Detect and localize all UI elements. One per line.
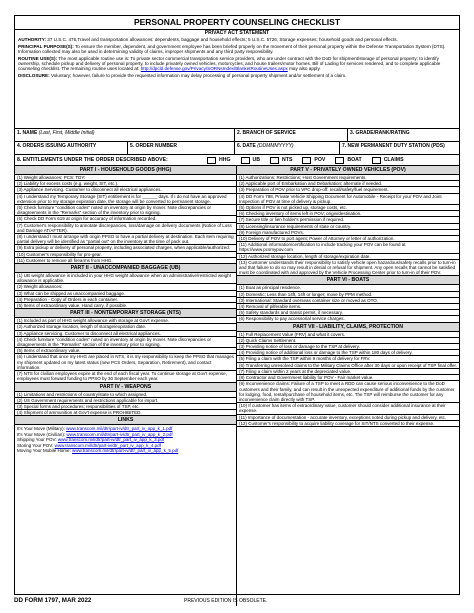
authority-text: 37 U.S.C. 476,Travel and transportation allowances: dependents, baggage and household effects; 5 U.S.C. 5726, Storage expenses; household goods and personal effects.: [47, 37, 398, 43]
checklist-item: (2) Domestic; Less than 14ft, 14ft or longer; move by PPM method.: [237, 292, 459, 298]
checklist-item: (6) Responsibility to pay accessorial service charges.: [237, 316, 459, 322]
checkbox[interactable]: [270, 157, 279, 164]
checkbox[interactable]: [335, 157, 344, 164]
privacy-act-statement: [15, 30, 459, 129]
part4-title: PART IV - WEAPONS: [15, 383, 236, 392]
checklist-item: (1) Authorizations; Restrictions; Host Government requirements.: [237, 175, 459, 181]
checklist-item: (7) Filing a claim within 2 years at the depreciated value.: [237, 369, 459, 375]
checklist-item: (3) What can be shipped as unaccompanied baggage.: [15, 291, 236, 297]
checklist-item: (6) I understand that once my HHG are placed in NTS, it is my responsibility to keep the PPSO that manages my shipment updated on my latest status (new PCS Orders, Separation, Retirement), and contact information.: [15, 354, 236, 371]
entitlement-boat[interactable]: BOAT: [335, 157, 361, 164]
checklist-item: (2) Applicable port of Embarkation and Debarkation; alternate if needed.: [237, 181, 459, 187]
checklist-item: (11) Customer to remove all firearms from HHG.: [15, 258, 236, 264]
checklist-item: (5) Safety standards and transit permit, if necessary.: [237, 310, 459, 316]
checklist-item: (5) Options if POV is not picked up, storage costs, etc.: [237, 205, 459, 211]
checklist-item: (1) UB weight allowance is included in your HHG weight allowance when an administrative/restricted weight allowance is applicable.: [15, 273, 236, 284]
checklist-item: (8) Contractor and Government liability for POV - Fair market value.: [237, 375, 459, 381]
checklist-item: (4) DD Form 788, Private Vehicle Shipping Document for Automobile - Receipt for your POV and Joint Inspection of POV at time of delivery & pickup.: [237, 194, 459, 205]
routine-label: ROUTINE USE(S):: [18, 55, 58, 61]
branch-field[interactable]: 2. BRANCH OF SERVICE: [235, 129, 348, 141]
checklist-item: (4) Check furniture "condition codes" noted on inventory at origin by mover. Note discrepancies or disagreements in the "Remarks" section of the inventory prior to signing.: [15, 337, 236, 348]
checkbox[interactable]: [241, 157, 250, 164]
checklist-columns: [15, 166, 459, 606]
link-label: Storing Your POV:: [17, 442, 55, 448]
checklist-item: (2) US Government requirements and restrictions applicable for import.: [15, 398, 236, 404]
entitlements-row: [15, 155, 459, 166]
link-label: It's Your Move (Civilian):: [17, 431, 67, 437]
checklist-item: (7) Secure title or lien holder's permission if required.: [237, 217, 459, 223]
checklist-item: (3) Appliance servicing. Customer to disconnect all electrical appliances.: [15, 331, 236, 337]
checklist-item: (6) Transferring unresolved claims to the Military Claims Office after 30 days or upon receipt of TSP final offer.: [239, 362, 458, 368]
checklist-item: (12) Authorized storage location, length of storage/expiration date.: [237, 254, 459, 260]
pds-field[interactable]: 7. NEW PERMANENT DUTY STATION (PDS): [342, 143, 445, 149]
checklist-item: (4) Providing notice of additional loss or damage to the TSP within 180 days of delivery.: [237, 350, 459, 356]
link-label: Shipping Your POV:: [17, 437, 58, 443]
checklist-item: (1) Full Replacement Value (FRV) and what it covers.: [237, 332, 459, 338]
routine-text: The most applicable routine use is: To private sector commercial transportation service providers, who are under contract with the DoD for shipment/storage of personal property; to identify ownership, schedule pickup and delivery of personal property, to include privately owned vehicles, motorcycles, and house trailers/motor homes. Bill of Lading for services rendered, and to complete applicable counseling checklist. The remaining routine uses located at:: [18, 55, 441, 72]
checklist-item: (3) Special forms and procedures; responsibilities of TSP, etc.: [15, 404, 236, 410]
checklist-item: (10) If customer has items of extraordinary value, customer should consider additional insurance at their expense.: [237, 403, 459, 414]
checklist-item: (5) Items of extraordinary value.: [15, 348, 236, 354]
left-column: [15, 166, 237, 606]
obsolete-notice: PREVIOUS EDITION IS OBSOLETE.: [184, 598, 268, 604]
checklist-item: (4) I understand my Temporary Storage (SIT) entitlement is for ______ days. If I do not have an approved extension prior to my storage expiration date, the storage will be converted to permanent storage.: [15, 194, 236, 205]
routine-tail: may also apply.: [289, 66, 321, 72]
checklist-item: (5) Items of extraordinary value. Hand carry, if possible.: [15, 303, 236, 309]
link-url[interactable]: www.transcom.mil/dtr/part-iv/dtr_part_iv_app_k_4.pdf: [54, 442, 161, 448]
checklist-item: (3) Providing notice of loss or damage to the TSP at delivery.: [237, 344, 459, 350]
form-id: DD FORM 1797, MAR 2022: [14, 597, 92, 604]
form-title: PERSONAL PROPERTY COUNSELING CHECKLIST: [15, 16, 459, 30]
routine-uses-link[interactable]: http://dpcld.defense.gov/Privacy/SORNsIndex/BlanketRoutineUses.aspx: [140, 66, 288, 72]
checklist-item: (5) Check furniture "condition codes" noted on inventory at origin by mover. Note discrepancies or disagreements in the "Remarks" section of the inventory prior to signing.: [15, 205, 236, 216]
disclosure-text: Voluntary; however, failure to provide the requested information may delay processing of personal property shipment and/or settlement of a claim.: [50, 72, 347, 78]
name-field[interactable]: 1. NAME (Last, First, Middle Initial): [15, 129, 235, 141]
link-url[interactable]: www.transcom.mil/dtr/part-iv/dtr_part_iv_app_k_1.pdf: [66, 426, 173, 432]
entitlements-label: 8. ENTITLEMENTS UNDER THE ORDER DESCRIBED ABOVE:: [17, 157, 168, 163]
checklist-item: (6) Check DD Form 619 at origin for accuracy of information recorded.: [15, 216, 236, 222]
purpose-label: PRINCIPAL PURPOSE(S):: [18, 43, 74, 49]
purpose-text: To ensure the member, dependent, and government employee has been briefed properly on the movement of their personal property within the Defense Transportation System (DTS). Information collected may also be used in determining validity of claims, improper shipments and any third party responsibility.: [18, 43, 446, 55]
authority-label: AUTHORITY:: [18, 37, 46, 43]
privacy-heading: PRIVACY ACT STATEMENT: [204, 30, 270, 36]
entitlement-pov[interactable]: POV: [302, 157, 325, 164]
checklist-item: (12) Customer's responsibility to acquire liability coverage for SIT/NTS converted to their expense.: [237, 421, 459, 427]
part6-title: PART VI - BOATS: [237, 276, 459, 285]
checklist-item: (6) Checking inventory of items left in POV; origin/destination.: [237, 211, 459, 217]
part1-title: PART I - HOUSEHOLD GOODS (HHG): [15, 166, 236, 175]
links-list: [15, 425, 236, 454]
checklist-item: (8) Licensing/insurance requirements of state or country.: [237, 224, 459, 230]
date-field[interactable]: 6. DATE (DDMMMYYYY): [235, 142, 340, 154]
checklist-item: (5) Filing a claim with the TSP within 9 months of delivery for FRV.: [237, 356, 459, 362]
checkbox[interactable]: [302, 157, 311, 164]
link-url[interactable]: www.transcom.mil/dtr/part-iv/dtr_part_iv_app_k_2.pdf: [66, 431, 173, 437]
checklist-item: (9) Foreign manufactured POVs.: [237, 230, 459, 236]
grade-field[interactable]: 3. GRADE/RANK/RATING: [350, 130, 410, 136]
link-url[interactable]: www.transcom.mil/dtr/part-iv/dtr_part_iv_app_k_3.pdf: [57, 437, 165, 443]
checkbox[interactable]: [372, 157, 381, 164]
checklist-item: (1) Included as part of HHG weight allowance with storage at Gov't expense.: [15, 318, 236, 324]
checklist-item: (1) Boat as principal residence.: [237, 285, 459, 291]
checklist-item: (3) International: Standard overseas container size or moved as OTO.: [237, 298, 459, 304]
part7-title: PART VII - LIABILITY, CLAIMS, PROTECTION: [237, 323, 459, 332]
disclosure-label: DISCLOSURE:: [18, 72, 50, 78]
checkbox[interactable]: [207, 157, 216, 164]
part5-title: PART V - PRIVATELY OWNED VEHICLES (POV): [237, 166, 459, 175]
orders-authority-field[interactable]: 4. ORDERS ISSUING AUTHORITY: [15, 142, 128, 154]
part3-title: PART III - NONTEMPORARY STORAGE (NTS): [15, 309, 236, 318]
entitlement-ub[interactable]: UB: [241, 157, 261, 164]
field-row-1: [15, 129, 459, 142]
checklist-item: (13) Customer understands their responsibility to satisfy vehicle open hazardous/safety recalls prior to turn-in and that failure to do so may result in denial or refusal for shipment. Any open recalls that cannot be satisfied must be coordinated with and approved by the Vehicle Processing Center prior to turn-in of their POV.: [237, 260, 459, 277]
checklist-item: (3) Appliance Servicing. Customer to disconnect all electrical appliances.: [15, 187, 236, 193]
entitlement-claims[interactable]: CLAIMS: [372, 157, 404, 164]
checklist-item: (2) Liability for excess costs (e.g. weight, SIT, etc.).: [15, 181, 236, 187]
links-title: LINKS: [15, 416, 236, 425]
link-url[interactable]: www.transcom.mil/dtr/part-iv/dtr_part_iv_app_k_5.pdf: [72, 447, 179, 453]
checklist-item: (1) Limitations and restrictions of country/state to which assigned.: [15, 392, 236, 398]
checklist-item: (11) Additional information/certification to include tracking your POV can be found at https://www.pcsmypov.com: [237, 242, 459, 253]
checklist-item: (3) Preparation of POV prior to VPC drop-off: recall/safety/fuel requirement.: [237, 187, 459, 193]
checklist-item: (10) Delivery of POV to port agent; Power of Attorney or letter of authorization.: [237, 236, 459, 242]
entitlement-nts[interactable]: NTS: [270, 157, 292, 164]
checklist-item: (11) Importance of documentation - accurate inventory, exceptions noted during pickup and delivery, etc.: [237, 415, 459, 421]
checklist-item: (9) Inconvenience claims: Failure of a TSP to meet a RDD can cause serious inconvenience to the DoD customers and their family, and can result in the unexpected expenditure of additional funds by the customer for lodging, food, rental/purchase of household items, etc. The TSP will reimburse the customer for any inconvenience claim directly with TSP.: [237, 381, 459, 403]
checklist-item: (8) I understand I must arrange with origin PPSO to have a partial delivery at destination. Each item requiring partial delivery will be identified as "partial out" on the inventory at the time of pack out.: [15, 234, 236, 245]
link-label: It's Your Move (Military):: [17, 426, 67, 432]
checklist-item: (2) Weight allowances:: [15, 284, 236, 290]
checklist-item: (2) Authorized storage location, length of storage/expiration date.: [15, 324, 236, 330]
checklist-item: (4) Removal of pilferable items.: [237, 304, 459, 310]
counseling-checklist-form: [14, 15, 460, 595]
right-column: [237, 166, 459, 606]
checklist-item: (4) Preparation - Copy of Orders in each container.: [15, 297, 236, 303]
order-number-field[interactable]: 5. ORDER NUMBER: [128, 142, 235, 154]
checklist-item: (10) Customer's responsibility for pro-gear.: [15, 252, 236, 258]
checklist-item: (4) Shipment of ammunition at Gov't expense is PROHIBITED.: [15, 410, 236, 416]
field-row-2: [15, 142, 459, 155]
link-row: [17, 448, 234, 453]
checklist-item: (9) Extra pickup or delivery of personal property, including associated charges, when applicable/authorized.: [15, 245, 236, 251]
checklist-item: (2) Quick Claims Settlement.: [237, 338, 459, 344]
checklist-item: (7) Customer's responsibility to annotate discrepancies, loss/damage on delivery documents (Notice of Loss and Damage AT/AFTER).: [15, 223, 236, 234]
checklist-item: (7) NTS for civilian employees expire at the end of each fiscal year. To continue storage at Gov't expense, employees must forward funding to PPSO by 30 September each year.: [15, 371, 236, 382]
entitlement-hhg[interactable]: HHG: [207, 157, 231, 164]
link-label: Moving Your Mobile Home:: [17, 447, 73, 453]
part2-title: PART II - UNACCOMPANIED BAGGAGE (UB): [15, 264, 236, 273]
checklist-item: (1) Weight allowances: PCS: TDY:: [15, 175, 236, 181]
